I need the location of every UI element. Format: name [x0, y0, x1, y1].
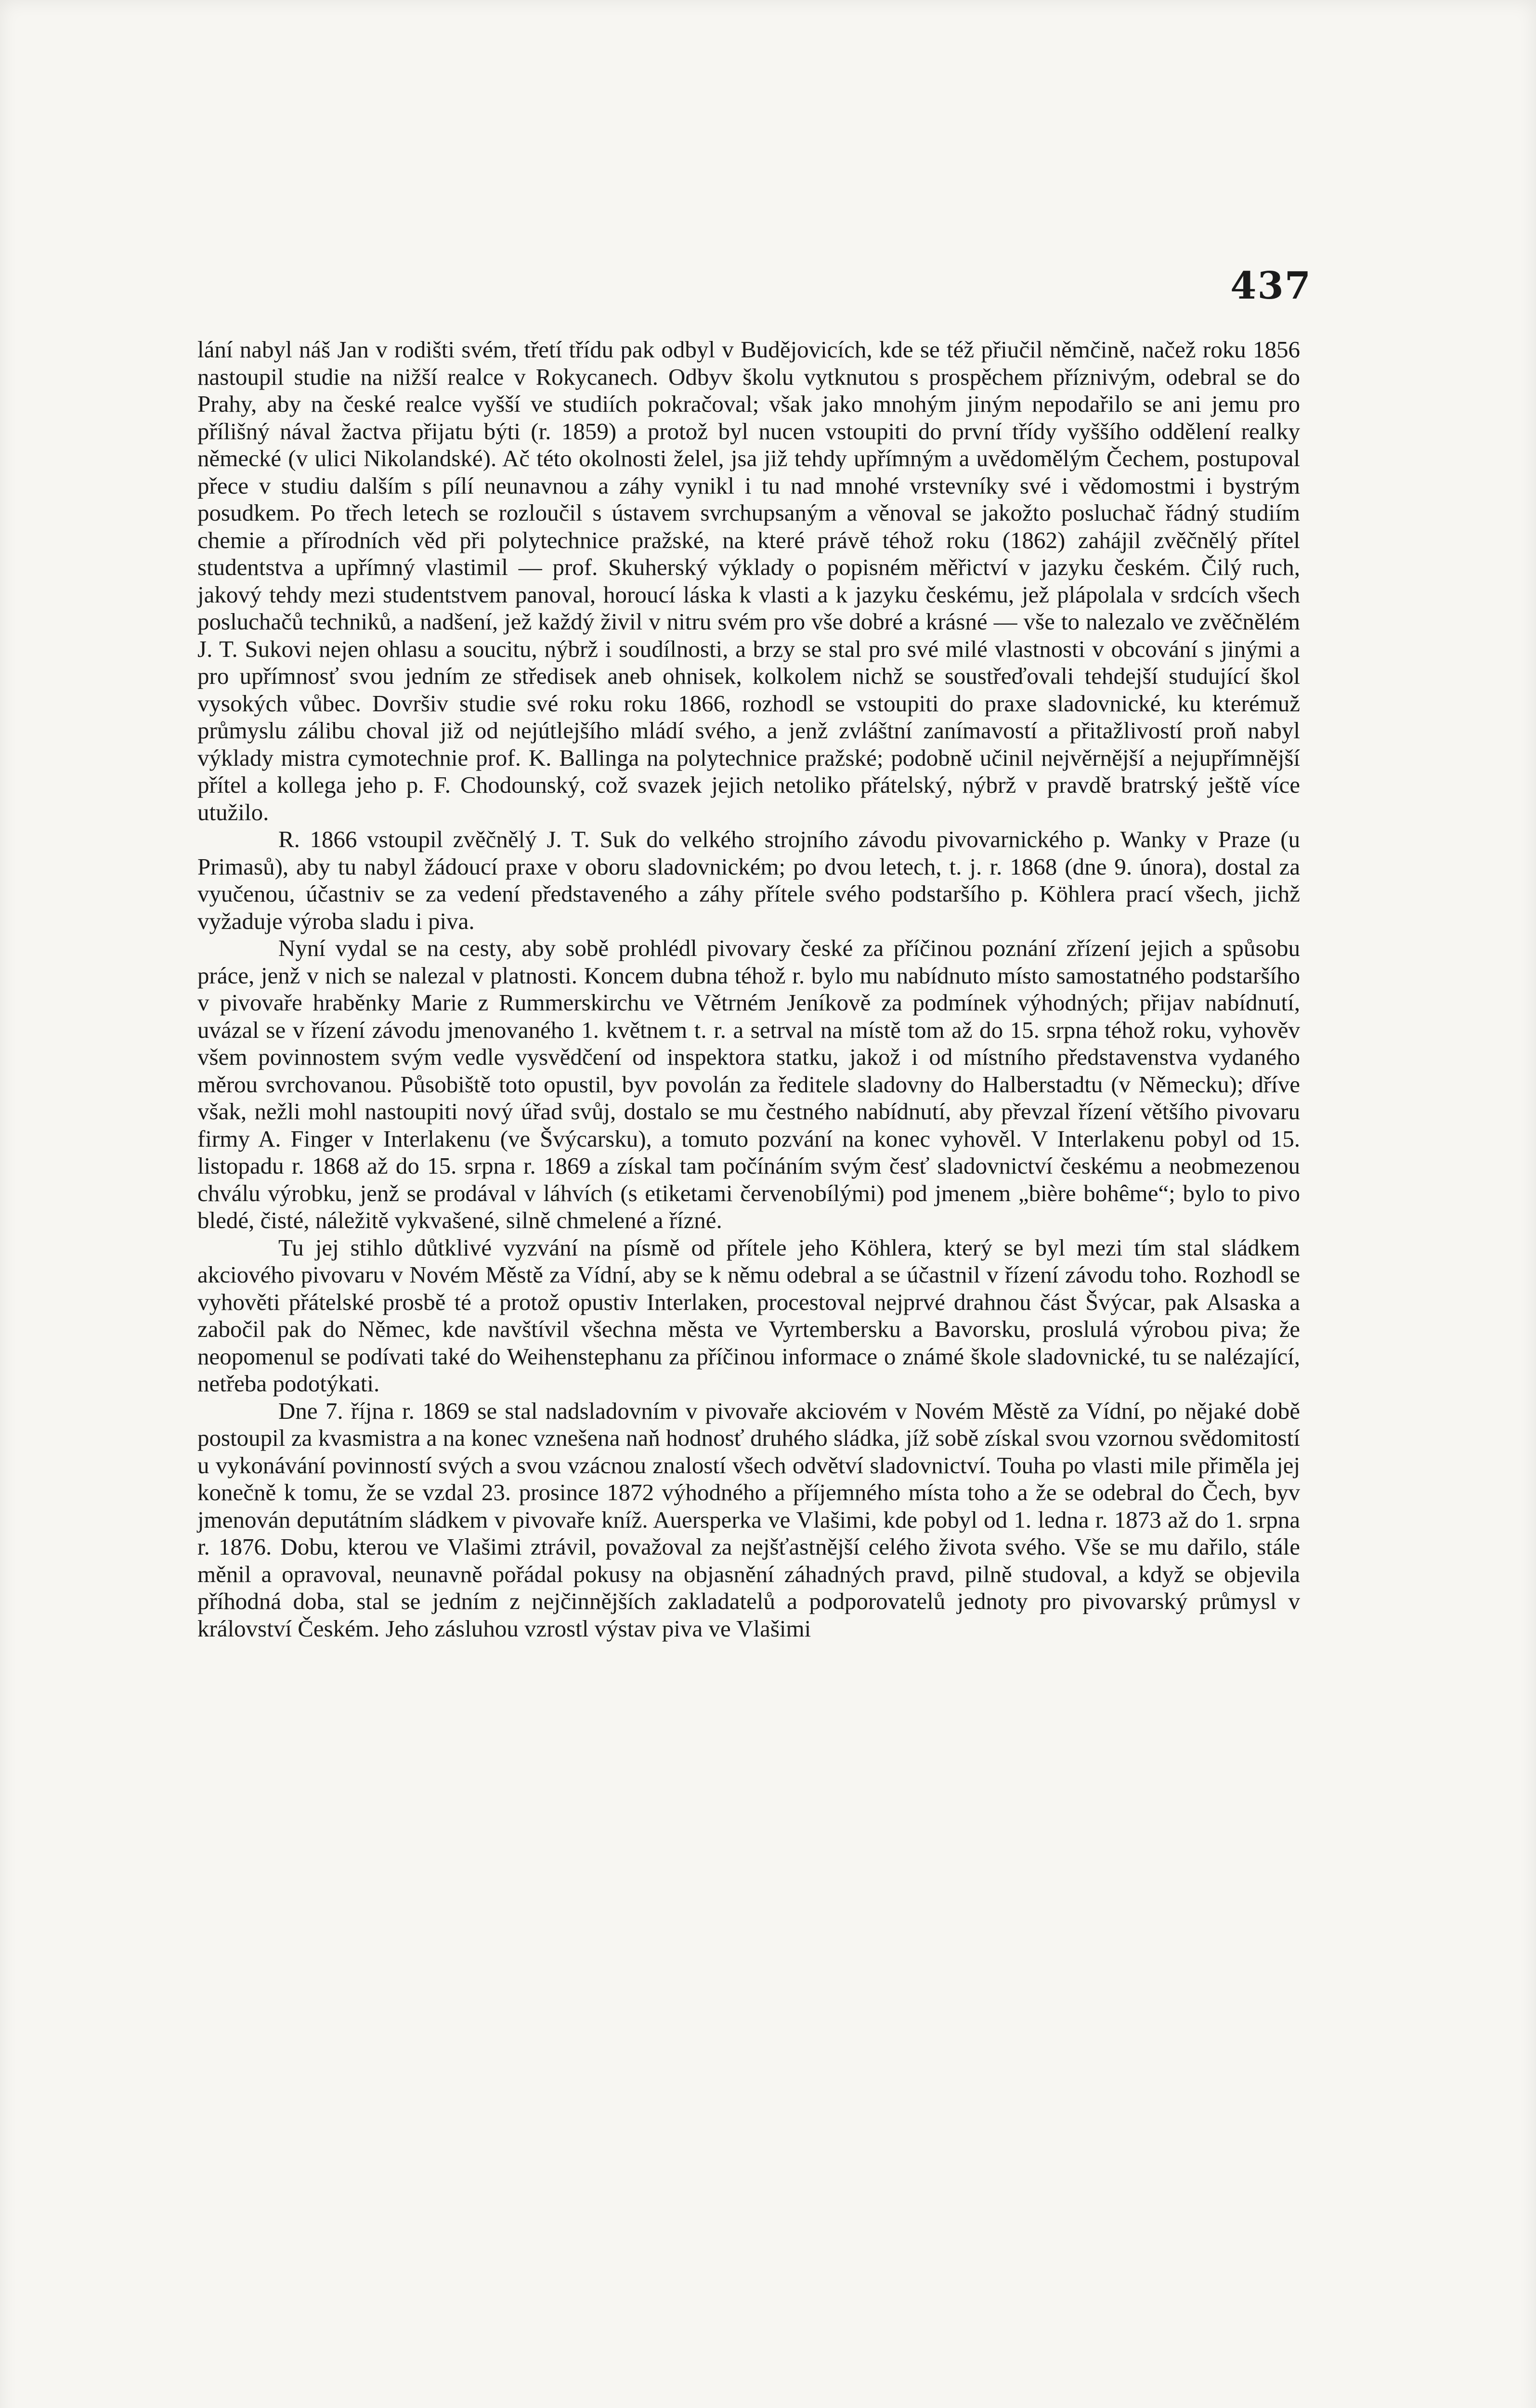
paragraph: Nyní vydal se na cesty, aby sobě prohlédl pivovary české za příčinou poznání zřízení jejich a spůsobu práce, jenž v nich se nalezal v platnosti. Koncem dubna téhož r. bylo mu nabídnuto místo samostatného podstaršího v pivovaře hraběnky Marie z Rummerskirchu ve Větrném Jeníkově za podmínek výhodných; přijav nabídnutí, uvázal se v řízení závodu jmenovaného 1. květnem t. r. a setrval na místě tom až do 15. srpna téhož roku, vyhověv všem povinnostem svým vedle vysvědčení od inspektora statku, jakož i od místního představenstva vydaného měrou svrchovanou. Působiště toto opustil, byv povolán za ředitele sladovny do Halberstadtu (v Německu); dříve však, nežli mohl nastoupiti nový úřad svůj, dostalo se mu čestného nabídnutí, aby převzal řízení většího pivovaru firmy A. Finger v Interlakenu (ve Švýcarsku), a tomuto pozvání na konec vyhověl. V Interlakenu pobyl od 15. listopadu r. 1868 až do 15. srpna r. 1869 a získal tam počínáním svým česť sladovnictví českému a neobmezenou chválu výrobku, jenž se prodával v láhvích (s etiketami červenobílými) pod jmenem „bière bohême“; bylo to pivo bledé, čisté, náležitě vykvašené, silně chmelené a řízné. [197, 935, 1300, 1233]
paragraph: Dne 7. října r. 1869 se stal nadsladovním v pivovaře akciovém v Novém Městě za Vídní, po nějaké době postoupil za kvasmistra a na konec vznešena naň hodnosť druhého sládka, jíž sobě získal svou vzornou svědomitostí u vykonávání povinností svých a svou vzácnou znalostí všech odvětví sladovnictví. Touha po vlasti mile přiměla jej konečně k tomu, že se vzdal 23. prosince 1872 výhodného a příjemného místa toho a že se odebral do Čech, byv jmenován deputátním sládkem v pivovaře kníž. Auersperka ve Vlašimi, kde pobyl od 1. ledna r. 1873 až do 1. srpna r. 1876. Dobu, kterou ve Vlašimi ztrávil, považoval za nejšťastnější celého života svého. Vše se mu dařilo, stále měnil a opravoval, neunavně pořádal pokusy na objasnění záhadných pravd, pilně studoval, a když se objevila příhodná doba, stal se jedním z nejčinnějších zakladatelů a podporovatelů jednoty pro pivovarský průmysl v království Českém. Jeho zásluhou vzrostl výstav piva ve Vlašimi [197, 1397, 1300, 1642]
page-number: 437 [1230, 264, 1312, 308]
paragraph: Tu jej stihlo důtklivé vyzvání na písmě od přítele jeho Köhlera, který se byl mezi tím stal sládkem akciového pivovaru v Novém Městě za Vídní, aby se k němu odebral a se účastnil v řízení závodu toho. Rozhodl se vyhověti přátelské prosbě té a protož opustiv Interlaken, procestoval nejprvé drahnou část Švýcar, pak Alsaska a zabočil pak do Němec, kde navštívil všechna města ve Vyrtembersku a Bavorsku, proslulá výrobou piva; že neopomenul se podívati také do Weihenstephanu za příčinou informace o známé škole sladovnické, tu se nalézající, netřeba podotýkati. [197, 1234, 1300, 1397]
paragraph: lání nabyl náš Jan v rodišti svém, třetí třídu pak odbyl v Budějovicích, kde se též přiučil němčině, načež roku 1856 nastoupil studie na nižší realce v Rokycanech. Odbyv školu vytknutou s prospěchem příznivým, odebral se do Prahy, aby na české realce vyšší ve studiích pokračoval; však jako mnohým jiným nepodařilo se ani jemu pro přílišný nával žactva přijatu býti (r. 1859) a protož byl nucen vstoupiti do první třídy vyššího oddělení realky německé (v ulici Nikolandské). Ač této okolnosti želel, jsa již tehdy upřímným a uvědomělým Čechem, postupoval přece v studiu dalším s pílí neunavnou a záhy vynikl i tu nad mnohé vrstevníky své i vědomostmi i bystrým posudkem. Po třech letech se rozloučil s ústavem svrchupsaným a věnoval se jakožto posluchač řádný studiím chemie a přírodních věd při polytechnice pražské, na které právě téhož roku (1862) zahájil zvěčnělý přítel studentstva a upřímný vlastimil — prof. Skuherský výklady o popisném měřictví v jazyku českém. Čilý ruch, jakový tehdy mezi studentstvem panoval, horoucí láska k vlasti a k jazyku českému, jež plápolala v srdcích všech posluchačů techniků, a nadšení, jež každý živil v nitru svém pro vše dobré a krásné — vše to nalezalo ve zvěčnělém J. T. Sukovi nejen ohlasu a soucitu, nýbrž i soudílnosti, a brzy se stal pro své milé vlastnosti v obcování s jinými a pro upřímnosť svou jedním ze středisek aneb ohnisek, kolkolem nichž se soustřeďovali tehdejší studující škol vysokých vůbec. Dovršiv studie své roku roku 1866, rozhodl se vstoupiti do praxe sladovnické, ku kterémuž průmyslu zálibu choval již od nejútlejšího mládí svého, a jenž zvláštní zanímavostí a přitažlivostí proň nabyl výklady mistra cymotechnie prof. K. Ballinga na polytechnice pražské; podobně učinil nejvěrnější a nejupřímnější přítel a kollega jeho p. F. Chodounský, což svazek jejich netoliko přátelský, nýbrž v pravdě bratrský ještě více utužilo. [197, 336, 1300, 825]
paragraph: R. 1866 vstoupil zvěčnělý J. T. Suk do velkého strojního závodu pivovarnického p. Wanky v Praze (u Primasů), aby tu nabyl žádoucí praxe v oboru sladovnickém; po dvou letech, t. j. r. 1868 (dne 9. února), dostal za vyučenou, účastniv se za vedení představeného a záhy přítele svého podstaršího p. Köhlera prací všech, jichž vyžaduje výroba sladu i piva. [197, 826, 1300, 934]
body-text [197, 336, 1300, 1642]
